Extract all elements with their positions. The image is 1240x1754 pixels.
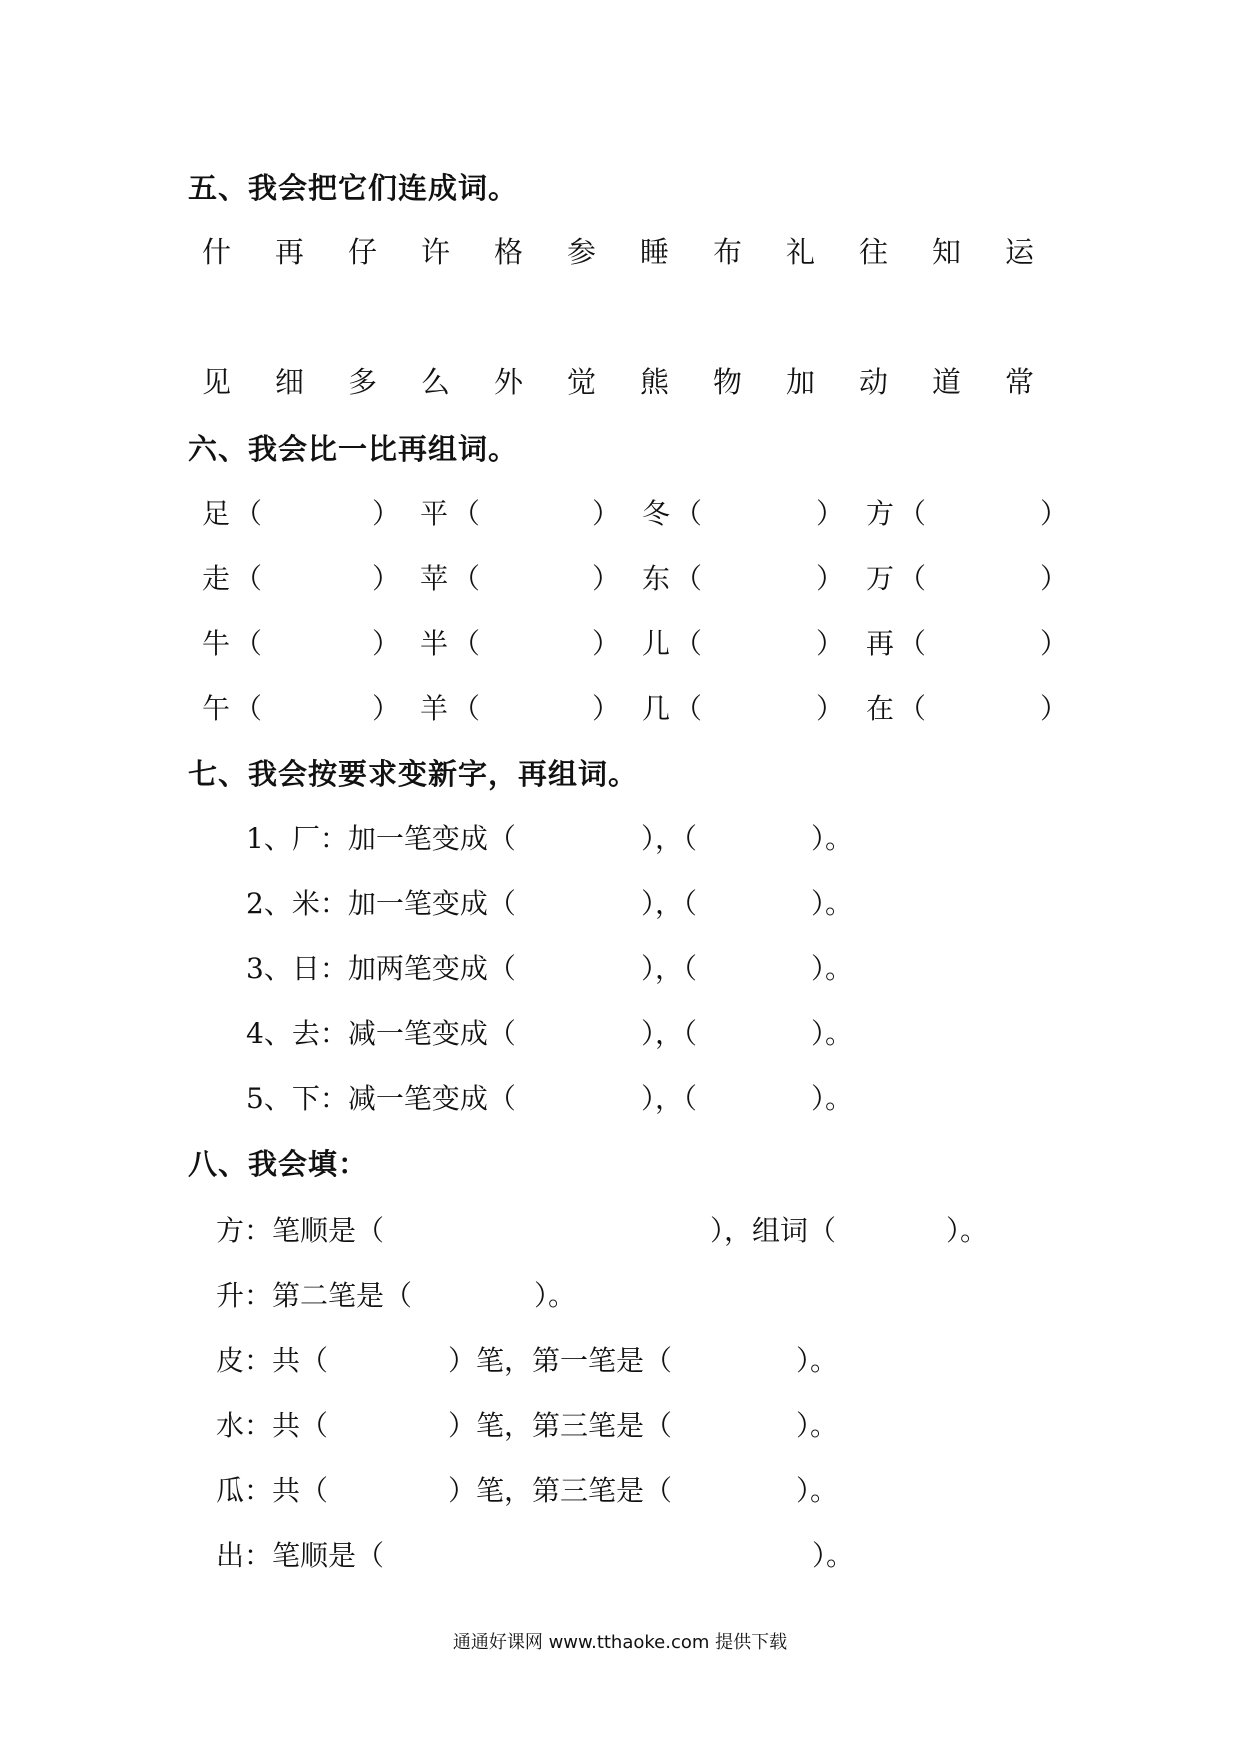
char: 布 xyxy=(713,235,743,269)
char: 万 xyxy=(866,562,895,595)
char: 外 xyxy=(494,365,524,399)
open-paren: （ xyxy=(898,497,927,530)
char: 在 xyxy=(866,692,895,725)
line-part: ），组词（ xyxy=(710,1214,837,1247)
section7-heading: 七、我会按要求变新字，再组词。 xyxy=(188,757,639,791)
char: 半 xyxy=(420,627,449,660)
open-paren: （ xyxy=(452,562,481,595)
close-paren: ） xyxy=(592,692,621,725)
char: 走 xyxy=(202,562,231,595)
section6-row xyxy=(202,622,1082,662)
section8-heading: 八、我会填： xyxy=(188,1147,369,1181)
char: 羊 xyxy=(420,692,449,725)
char: 东 xyxy=(642,562,671,595)
char: 见 xyxy=(202,365,232,399)
char: 睡 xyxy=(640,235,670,269)
char: 加 xyxy=(786,365,816,399)
line-part: 方：笔顺是（ xyxy=(216,1214,385,1247)
char: 格 xyxy=(494,235,524,269)
close-paren: ） xyxy=(592,627,621,660)
open-paren: （ xyxy=(234,692,263,725)
item-mid: ），（ xyxy=(641,822,698,855)
close-paren: ） xyxy=(372,562,401,595)
char: 牛 xyxy=(202,627,231,660)
char: 知 xyxy=(932,235,962,269)
open-paren: （ xyxy=(898,692,927,725)
item-prefix: 3、日：加两笔变成（ xyxy=(246,952,516,985)
char: 再 xyxy=(866,627,895,660)
char: 多 xyxy=(348,365,378,399)
item-end: ）。 xyxy=(811,822,854,855)
section8-line1 xyxy=(216,1209,1016,1249)
char: 道 xyxy=(932,365,962,399)
char: 物 xyxy=(713,365,743,399)
open-paren: （ xyxy=(452,497,481,530)
section8-line4 xyxy=(216,1404,1016,1444)
char: 午 xyxy=(202,692,231,725)
close-paren: ） xyxy=(1040,562,1069,595)
line-part: 出：笔顺是（ xyxy=(216,1539,385,1572)
char: 动 xyxy=(859,365,889,399)
char: 儿 xyxy=(642,627,671,660)
char: 冬 xyxy=(642,497,671,530)
line-part: ）。 xyxy=(534,1279,577,1312)
item-end: ）。 xyxy=(811,1082,854,1115)
char: 许 xyxy=(421,235,451,269)
open-paren: （ xyxy=(452,692,481,725)
char: 方 xyxy=(866,497,895,530)
section6-row xyxy=(202,687,1082,727)
char: 几 xyxy=(642,692,671,725)
open-paren: （ xyxy=(898,562,927,595)
section7-item xyxy=(246,947,896,987)
item-mid: ），（ xyxy=(641,1017,698,1050)
item-prefix: 1、厂：加一笔变成（ xyxy=(246,822,516,855)
line-part: ）笔，第三笔是（ xyxy=(448,1474,673,1507)
char: 么 xyxy=(421,365,451,399)
char: 往 xyxy=(859,235,889,269)
item-end: ）。 xyxy=(811,887,854,920)
section7-item xyxy=(246,817,896,857)
char: 苹 xyxy=(420,562,449,595)
section6-row xyxy=(202,492,1082,532)
section8-line3 xyxy=(216,1339,1016,1379)
section6-heading: 六、我会比一比再组词。 xyxy=(188,432,519,466)
close-paren: ） xyxy=(372,627,401,660)
char: 运 xyxy=(1005,235,1035,269)
line-part: ）。 xyxy=(796,1409,839,1442)
open-paren: （ xyxy=(234,627,263,660)
item-mid: ），（ xyxy=(641,1082,698,1115)
char: 参 xyxy=(567,235,597,269)
line-part: 皮：共（ xyxy=(216,1344,329,1377)
item-end: ）。 xyxy=(811,952,854,985)
section8-line5 xyxy=(216,1469,1016,1509)
line-part: ）。 xyxy=(946,1214,989,1247)
open-paren: （ xyxy=(674,497,703,530)
close-paren: ） xyxy=(1040,692,1069,725)
close-paren: ） xyxy=(816,497,845,530)
char: 再 xyxy=(275,235,305,269)
char: 礼 xyxy=(786,235,816,269)
line-part: ）。 xyxy=(796,1344,839,1377)
char: 什 xyxy=(202,235,232,269)
close-paren: ） xyxy=(592,497,621,530)
open-paren: （ xyxy=(674,627,703,660)
close-paren: ） xyxy=(816,562,845,595)
line-part: ）。 xyxy=(812,1539,855,1572)
section6-row xyxy=(202,557,1082,597)
item-end: ）。 xyxy=(811,1017,854,1050)
line-part: ）。 xyxy=(796,1474,839,1507)
item-prefix: 4、去：减一笔变成（ xyxy=(246,1017,516,1050)
close-paren: ） xyxy=(592,562,621,595)
char: 觉 xyxy=(567,365,597,399)
item-mid: ），（ xyxy=(641,887,698,920)
char: 仔 xyxy=(348,235,378,269)
line-part: ）笔，第一笔是（ xyxy=(448,1344,673,1377)
line-part: 水：共（ xyxy=(216,1409,329,1442)
char: 平 xyxy=(420,497,449,530)
open-paren: （ xyxy=(898,627,927,660)
char: 足 xyxy=(202,497,231,530)
line-part: 瓜：共（ xyxy=(216,1474,329,1507)
section5-row2 xyxy=(202,360,1062,400)
item-mid: ），（ xyxy=(641,952,698,985)
open-paren: （ xyxy=(674,692,703,725)
line-part: ）笔，第三笔是（ xyxy=(448,1409,673,1442)
section7-item xyxy=(246,1077,896,1117)
close-paren: ） xyxy=(1040,497,1069,530)
line-part: 升：第二笔是（ xyxy=(216,1279,413,1312)
char: 常 xyxy=(1005,365,1035,399)
char: 细 xyxy=(275,365,305,399)
item-prefix: 2、米：加一笔变成（ xyxy=(246,887,516,920)
open-paren: （ xyxy=(674,562,703,595)
open-paren: （ xyxy=(234,497,263,530)
close-paren: ） xyxy=(816,627,845,660)
close-paren: ） xyxy=(1040,627,1069,660)
open-paren: （ xyxy=(452,627,481,660)
section8-line2 xyxy=(216,1274,1016,1314)
close-paren: ） xyxy=(372,692,401,725)
char: 熊 xyxy=(640,365,670,399)
section7-item xyxy=(246,1012,896,1052)
section5-heading: 五、我会把它们连成词。 xyxy=(188,171,519,205)
section7-item xyxy=(246,882,896,922)
close-paren: ） xyxy=(372,497,401,530)
item-prefix: 5、下：减一笔变成（ xyxy=(246,1082,516,1115)
section5-row1 xyxy=(202,230,1062,270)
open-paren: （ xyxy=(234,562,263,595)
section8-line6 xyxy=(216,1534,1016,1574)
close-paren: ） xyxy=(816,692,845,725)
page-footer: 通通好课网 www.tthaoke.com 提供下载 xyxy=(452,1632,788,1653)
